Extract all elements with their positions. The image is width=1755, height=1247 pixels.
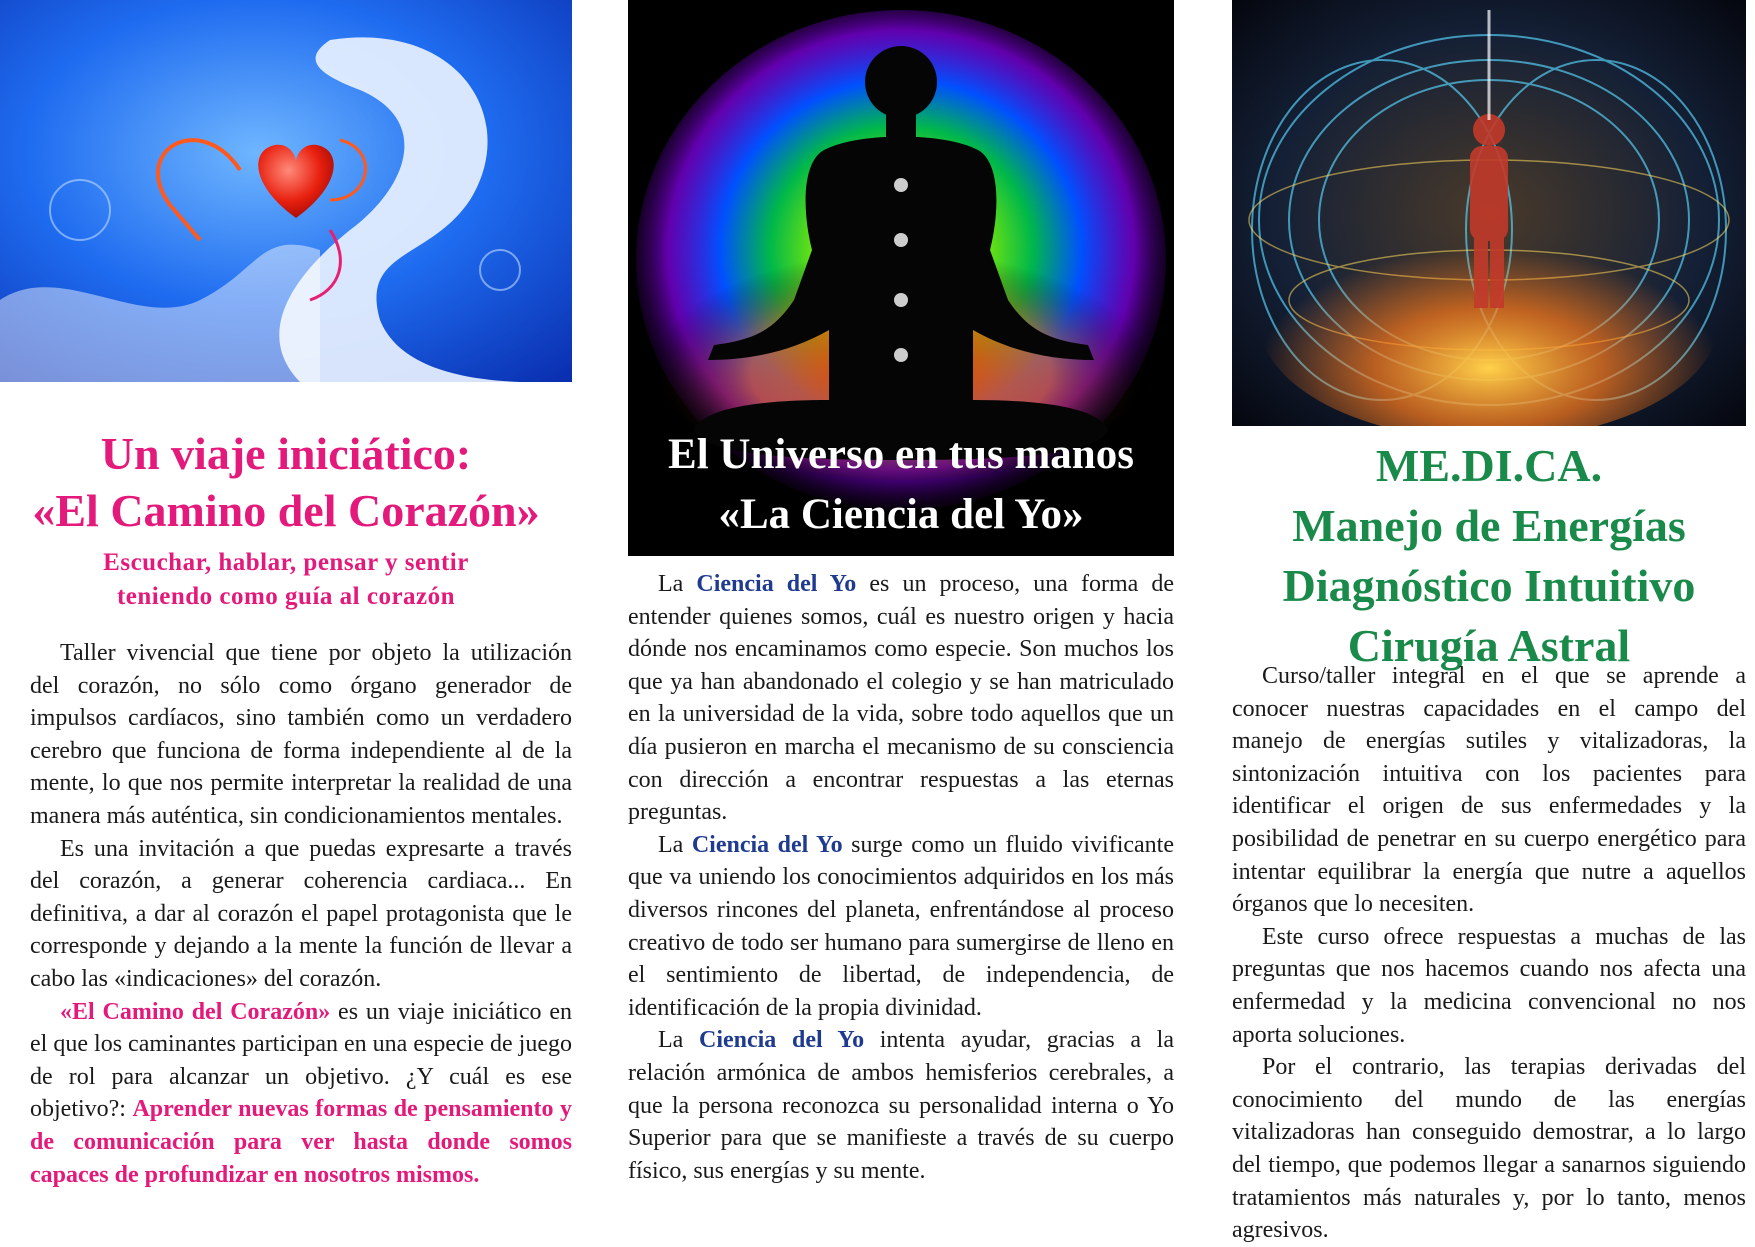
- paragraph: Por el contrario, las terapias derivadas del conocimiento del mundo de las energías vitalizadoras han conseguido demostrar, a lo largo del tiempo, que podemos llegar a sanarnos siguiendo tratamientos más naturales y, por lo tanto, menos agresivos.: [1232, 1054, 1746, 1244]
- title-line: «La Ciencia del Yo»: [718, 491, 1084, 538]
- paragraph: [30, 996, 572, 1192]
- paragraph: Es una invitación a que puedas expresarte a través del corazón, a generar coherencia cardiaca... En definitiva, a dar al corazón el papel protagonista que le corresponde y dejando a la mente la función de llevar a cabo las «indicaciones» del corazón.: [30, 835, 572, 992]
- title-line: Manejo de Energías: [1292, 500, 1686, 551]
- subtitle-line: teniendo como guía al corazón: [116, 583, 456, 610]
- paragraph-text: La: [658, 571, 697, 597]
- title-line: Diagnóstico Intuitivo: [1282, 560, 1696, 611]
- body-text-ciencia: [628, 568, 1174, 1187]
- subtitle-camino-corazon: [0, 546, 572, 614]
- highlight-term: Ciencia del Yo: [696, 571, 857, 597]
- paragraph: [628, 1024, 1174, 1187]
- paragraph-text: es un viaje iniciático en el que los caminantes participan en una especie de juego de rol para alcanzar un objetivo. ¿Y cuál es ese objetivo?:: [30, 998, 572, 1123]
- paragraph-text: intenta ayudar, gracias a la relación armónica de ambos hemisferios cerebrales, a que la persona reconozca su personalidad interna o Yo Superior para que se manifieste a través de su cuerpo físico, sus energías y su mente.: [628, 1027, 1174, 1184]
- title-ciencia-yo: [628, 425, 1174, 545]
- paragraph: Taller vivencial que tiene por objeto la utilización del corazón, no sólo como órgano generador de impulsos cardíacos, sino también como un verdadero cerebro que funciona de forma independiente al de la mente, lo que nos permite interpretar la realidad de una manera más auténtica, sin condicionamientos mentales.: [30, 640, 572, 829]
- paragraph: [628, 568, 1174, 829]
- paragraph-text: La: [658, 1027, 699, 1054]
- body-text-camino: [30, 637, 572, 1191]
- paragraph-text: surge como un fluido vivificante que va uniendo los conocimientos adquiridos en los más diversos rincones del planeta, enfrentándose al proceso creativo de todo ser humano para sumergirse de lleno en el sentimiento de libertad, de independencia, de identificación de la propia divinidad.: [628, 831, 1174, 1021]
- subtitle-line: Escuchar, hablar, pensar y sentir: [103, 549, 469, 576]
- highlight-term: Ciencia del Yo: [691, 831, 843, 858]
- paragraph: Curso/taller integral en el que se aprende a conocer nuestras capacidades en el campo del manejo de energías sutiles y vitalizadoras, la sintonización intuitiva con los pacientes para identificar el origen de sus enfermedades y la posibilidad de penetrar en su cuerpo energético para intentar equilibrar la energía que nutre a aquellos órganos que lo necesiten.: [1232, 663, 1746, 918]
- highlight-sentence: Aprender nuevas formas de pensamiento y de comunicación para ver hasta donde somos capaces de profundizar en nosotros mismos.: [30, 1096, 572, 1188]
- energy-body-illustration: [1232, 0, 1746, 426]
- title-line: Cirugía Astral: [1347, 620, 1631, 671]
- title-line: Un viaje iniciático:: [100, 428, 472, 479]
- title-camino-corazon: [0, 425, 572, 539]
- highlight-term: «El Camino del Corazón»: [60, 998, 331, 1025]
- paragraph: [628, 829, 1174, 1025]
- title-line: El Universo en tus manos: [668, 431, 1134, 478]
- paragraph-text: es un proceso, una forma de entender quienes somos, cuál es nuestro origen y hacia dónde nos encaminamos como especie. Son muchos los que ya han abandonado el colegio y se han matriculado en la universidad de la vida, sobre todo aquellos que un día pusieron en marcha el mecanismo de su consciencia con dirección a encontrar respuestas a las eternas preguntas.: [628, 571, 1174, 826]
- title-line: «El Camino del Corazón»: [32, 485, 540, 536]
- highlight-term: Ciencia del Yo: [698, 1027, 865, 1054]
- title-line: ME.DI.CA.: [1375, 440, 1603, 491]
- heart-illustration: [0, 0, 572, 382]
- title-medica: [1232, 436, 1746, 676]
- paragraph: Este curso ofrece respuestas a muchas de las preguntas que nos hacemos cuando nos afecta una enfermedad y la medicina convencional no nos aporta soluciones.: [1232, 923, 1746, 1048]
- paragraph-text: La: [658, 831, 692, 858]
- body-text-medica: [1232, 660, 1746, 1247]
